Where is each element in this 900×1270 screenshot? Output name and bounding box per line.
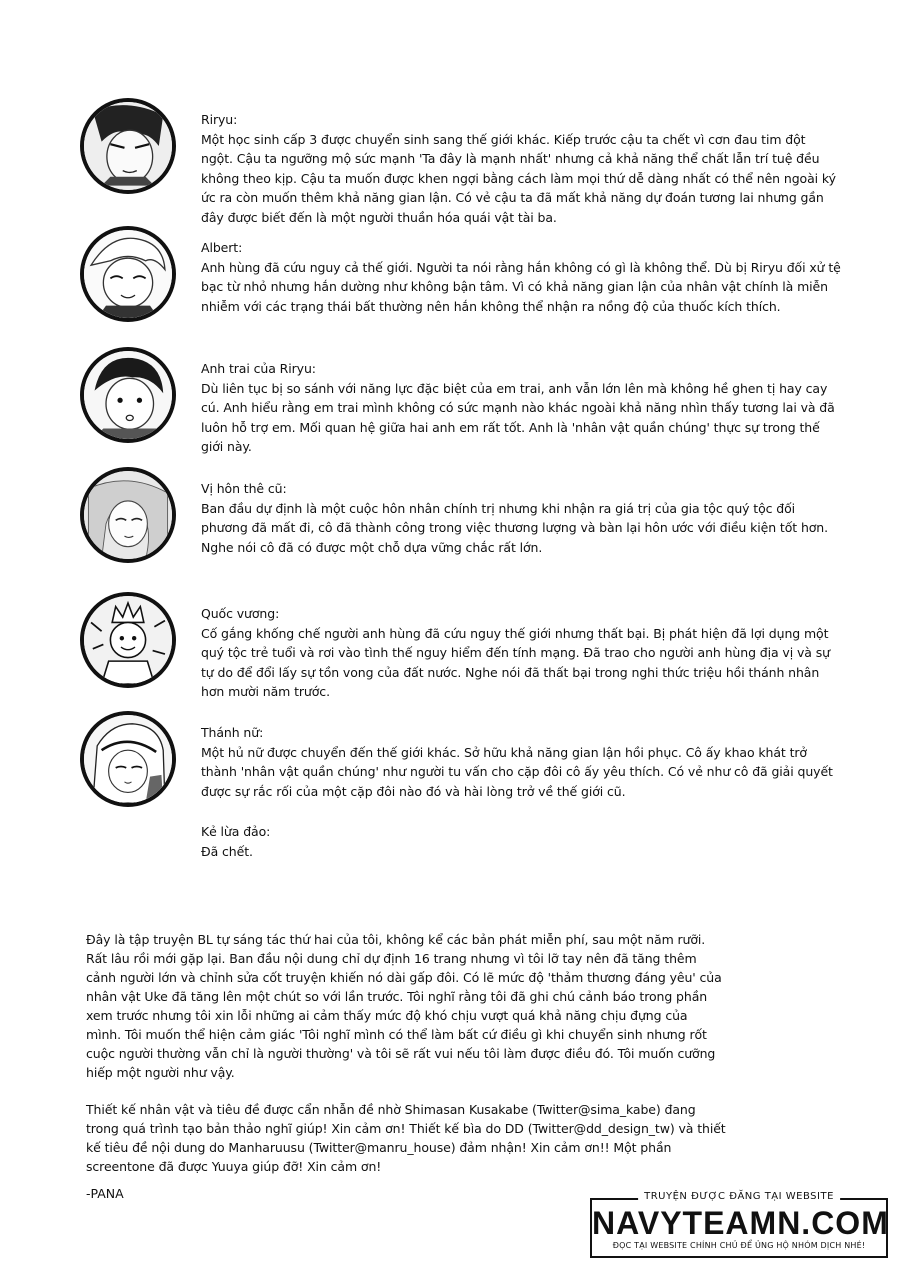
riryu-portrait-art — [84, 102, 172, 190]
riryu-portrait — [80, 98, 176, 194]
saintess-portrait-art — [84, 715, 172, 803]
watermark-bottom-text: ĐỌC TẠI WEBSITE CHÍNH CHỦ ĐỂ ỦNG HỘ NHÓM DỊCH NHÉ! — [612, 1241, 866, 1250]
king-portrait-art — [84, 596, 172, 684]
ex-fiancee-portrait — [80, 467, 176, 563]
afterword — [86, 930, 726, 1194]
riryu-text — [201, 110, 841, 227]
swindler-text — [201, 822, 841, 861]
character-name: Thánh nữ: — [201, 725, 264, 740]
ex-fiancee-text — [201, 479, 841, 557]
riryu-brother-portrait — [80, 347, 176, 443]
saintess-text — [201, 723, 841, 801]
king-text — [201, 604, 841, 702]
ex-fiancee-portrait-art — [84, 471, 172, 559]
character-name: Riryu: — [201, 112, 238, 127]
character-description: Đã chết. — [201, 843, 253, 859]
watermark-top-text: TRUYỆN ĐƯỢC ĐĂNG TẠI WEBSITE — [638, 1191, 840, 1202]
albert-text — [201, 238, 841, 316]
riryu-brother-portrait-art — [84, 351, 172, 439]
character-description: Dù liên tục bị so sánh với năng lực đặc biệt của em trai, anh vẫn lớn lên mà không hề ghen tị hay cay cú. Anh hiểu rằng em trai mình không có sức mạnh nào khác ngoài khả năng nhìn thấy tương lai và đã luôn hỗ trợ em. Mối quan hệ giữa hai anh em rất tốt. Anh là 'nhân vật quần chúng' thực sự trong thế giới này. — [201, 380, 835, 454]
character-name: Anh trai của Riryu: — [201, 361, 316, 376]
character-description: Một hủ nữ được chuyển đến thế giới khác. Sở hữu khả năng gian lận hồi phục. Cô ấy khao khát trở thành 'nhân vật quần chúng' như người tu vấn cho cặp đôi cô ấy yêu thích. Có vẻ như cô đã giải quyết được sự rắc rối của một cặp đôi nào đó và hài lòng trở về thế giới cũ. — [201, 744, 833, 799]
character-description: Ban đầu dự định là một cuộc hôn nhân chính trị nhưng khi nhận ra giá trị của gia tộc quý tộc đối phương đã mất đi, cô đã thành công trong việc thương lượng và bàn lại hôn ước với điều kiện tốt hơn. Nghe nói cô đã có được một chỗ dựa vững chắc rất lớn. — [201, 500, 829, 555]
website-watermark — [590, 1191, 889, 1258]
riryu-brother-text — [201, 359, 841, 457]
character-description: Cố gắng khống chế người anh hùng đã cứu nguy thế giới nhưng thất bại. Bị phát hiện đã lợi dụng một quý tộc trẻ tuổi và rơi vào tình thế nguy hiểm đến tính mạng. Đã trao cho người anh hùng địa vị và sự tự do để đổi lấy sự tồn vong của đất nước. Nghe nói đã thất bại trong nghi thức triệu hồi thánh nhân hơn mười năm trước. — [201, 625, 830, 699]
albert-portrait-art — [84, 230, 172, 318]
author-signature: -PANA — [86, 1186, 124, 1201]
afterword-paragraph-2: Thiết kế nhân vật và tiêu đề được cẩn nhẫn đề nhờ Shimasan Kusakabe (Twitter@sima_kabe) đang trong quá trình tạo bản thảo nghĩ giúp! Xin cảm ơn! Thiết kế bìa do DD (Twitter@dd_design_tw) và thiết kế tiêu đề nội dung do Manharuusu (Twitter@manru_house) đảm nhận! Xin cảm ơn!! Một phần screentone đã được Yuuya giúp đỡ! Xin cảm ơn! — [86, 1102, 726, 1174]
character-name: Vị hôn thê cũ: — [201, 481, 287, 496]
character-description: Anh hùng đã cứu nguy cả thế giới. Người ta nói rằng hắn không có gì là không thể. Dù bị Riryu đối xử tệ bạc từ nhỏ nhưng hắn dường như không bận tâm. Vì có khả năng gian lận của nhân vật chính là miễn nhiễm với các trạng thái bất thường nên hắn không thể nhận ra nồng độ của thuốc kích thích. — [201, 259, 841, 314]
saintess-portrait — [80, 711, 176, 807]
afterword-paragraph-1: Đây là tập truyện BL tự sáng tác thứ hai của tôi, không kể các bản phát miễn phí, sau một năm rưỡi. Rất lâu rồi mới gặp lại. Ban đầu nội dung chỉ dự định 16 trang nhưng vì tôi lỡ tay nên đã tăng thêm cảnh người lớn và chỉnh sửa cốt truyện khiến nó dài gấp đôi. Có lẽ mức độ 'thảm thương đáng yêu' của nhân vật Uke đã tăng lên một chút so với lần trước. Tôi nghĩ rằng tôi đã ghi chú cảnh báo trong phần xem trước nhưng tôi xin lỗi những ai cảm thấy mức độ khó chịu vượt quá khả năng chịu đựng của mình. Tôi muốn thể hiện cảm giác 'Tôi nghĩ mình có thể làm bất cứ điều gì khi chuyển sinh nhưng rốt cuộc người thường vẫn chỉ là người thường' và tôi sẽ rất vui nếu tôi làm được điều đó. Tôi muốn cưỡng hiếp một người như vậy. — [86, 932, 722, 1080]
character-name: Kẻ lừa đảo: — [201, 824, 271, 839]
king-portrait — [80, 592, 176, 688]
albert-portrait — [80, 226, 176, 322]
character-name: Albert: — [201, 240, 243, 255]
character-name: Quốc vương: — [201, 606, 280, 621]
watermark-brand: NAVYTEAMN.COM — [592, 1205, 889, 1241]
character-description: Một học sinh cấp 3 được chuyển sinh sang thế giới khác. Kiếp trước cậu ta chết vì cơn đau tim đột ngột. Cậu ta ngưỡng mộ sức mạnh 'Ta đây là mạnh nhất' nhưng cả khả năng thể chất lẫn trí tuệ đều không theo kịp. Cậu ta muốn được khen ngợi bằng cách làm mọi thứ dễ dàng nhất có thể nên ngoài ký ức ra còn muốn thêm khả năng gian lận. Có vẻ cậu ta đã mất khả năng dự đoán tương lai nhưng gần đây được biết đến là một người thuần hóa quái vật tài ba. — [201, 131, 836, 225]
